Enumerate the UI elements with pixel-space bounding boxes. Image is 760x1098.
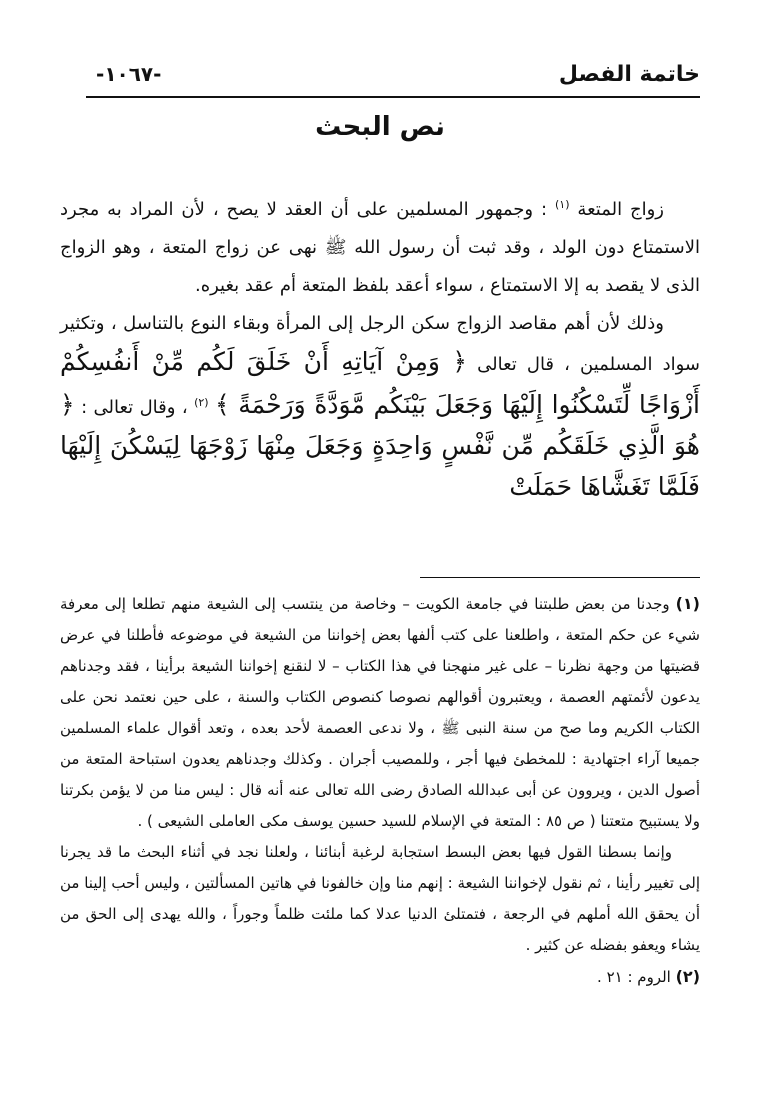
running-header	[86, 58, 700, 98]
footnotes	[60, 588, 700, 993]
quran-verse-2: ﴿ هُوَ الَّذِي خَلَقَكُم مِّن نَّفْسٍ وَاحِدَةٍ وَجَعَلَ مِنْهَا زَوْجَهَا لِيَسْكُنَ إِلَيْهَا فَلَمَّا تَغَشَّاهَا حَمَلَتْ	[60, 390, 700, 501]
section-title: نص البحث	[315, 112, 445, 142]
footnote-ref-2: (٢)	[194, 396, 209, 409]
footnote-1-text: وجدنا من بعض طلبتنا في جامعة الكويت – وخاصة من ينتسب إلى الشيعة منهم تطلعا إلى معرفة شيء عن حكم المتعة ، واطلعنا على كتب ألفها بعض إخواننا من الشيعة في موضوعه فأطلنا في عرض قضيتها من وجهة نظرنا – على غير منهجنا في هذا الكتاب – لا لنقنع إخواننا الشيعة برأينا ، فقد وجدناهم يدعون لأئمتهم العصمة ، ويعتبرون أقوالهم نصوصا كنصوص الكتاب والسنة ، على حين نعتمد نحن على الكتاب الكريم وما صح من سنة النبى ﷺ ، ولا ندعى العصمة لأحد بعده ، وتعد أقوال علماء المسلمين جميعا آراء اجتهادية : للمخطئ فيها أجر ، وللمصيب أجران . وكذلك وجدناهم يعدون استباحة المتعة من أصول الدين ، ويروون عن أبى عبدالله الصادق رضى الله تعالى عنه أنه قال : ليس منا من لا يؤمن بكرتنا ولا يستبيح متعتنا ( ص ٨٥ : المتعة في الإسلام للسيد حسين يوسف مكى العاملى الشيعى ) .	[60, 595, 700, 830]
paragraph-2-mid: ، وقال تعالى :	[81, 397, 188, 418]
footnote-1-number: (١)	[675, 594, 700, 613]
footnote-2-text: الروم : ٢١ .	[597, 968, 671, 986]
footnote-1-continuation: وإنما بسطنا القول فيها بعض البسط استجابة لرغبة أبنائنا ، ولعلنا نجد في أثناء البحث ما قد يجرنا إلى تغيير رأينا ، ثم نقول لإخواننا الشيعة : إنهم منا وإن خالفونا في هاتين المسألتين ، وليس أحب إلينا من أن يحقق الله أملهم في الرجعة ، فتمتلئ الدنيا عدلا كما ملئت ظلماً وجوراً ، والله يهدى إلى الحق من يشاء ويعفو بفضله عن كثير .	[60, 843, 700, 954]
main-text	[60, 186, 700, 509]
quran-verse-1: ﴿ وَمِنْ آيَاتِهِ أَنْ خَلَقَ لَكُم مِّنْ أَنفُسِكُمْ أَزْوَاجًا لِّتَسْكُنُوا إِلَيْهَا وَجَعَلَ بَيْنَكُم مَّوَدَّةً وَرَحْمَةً ﴾	[60, 347, 700, 419]
paragraph-2-text: وذلك لأن أهم مقاصد الزواج سكن الرجل إلى المرأة وبقاء النوع بالتناسل ، وتكثير سواد المسلمين ، قال تعالى	[60, 313, 700, 375]
footnote-separator	[420, 577, 700, 578]
paragraph-1-lead: زواج المتعة	[577, 199, 664, 220]
paragraph-2	[60, 305, 700, 509]
paragraph-1	[60, 186, 700, 305]
footnote-1	[60, 588, 700, 837]
footnote-2	[60, 961, 700, 993]
page-number: -١٠٦٧-	[96, 62, 162, 86]
footnote-2-number: (٢)	[675, 967, 700, 986]
paragraph-1-text: : وجمهور المسلمين على أن العقد لا يصح ، لأن المراد به مجرد الاستمتاع دون الولد ، وقد ثبت أن رسول الله ﷺ نهى عن زواج المتعة ، وهو الزواج الذى لا يقصد به إلا الاستمتاع ، سواء أعقد بلفظ المتعة أم عقد بغيره.	[60, 199, 700, 296]
chapter-heading: خاتمة الفصل	[558, 62, 700, 87]
footnote-ref-1: (١)	[554, 198, 570, 211]
